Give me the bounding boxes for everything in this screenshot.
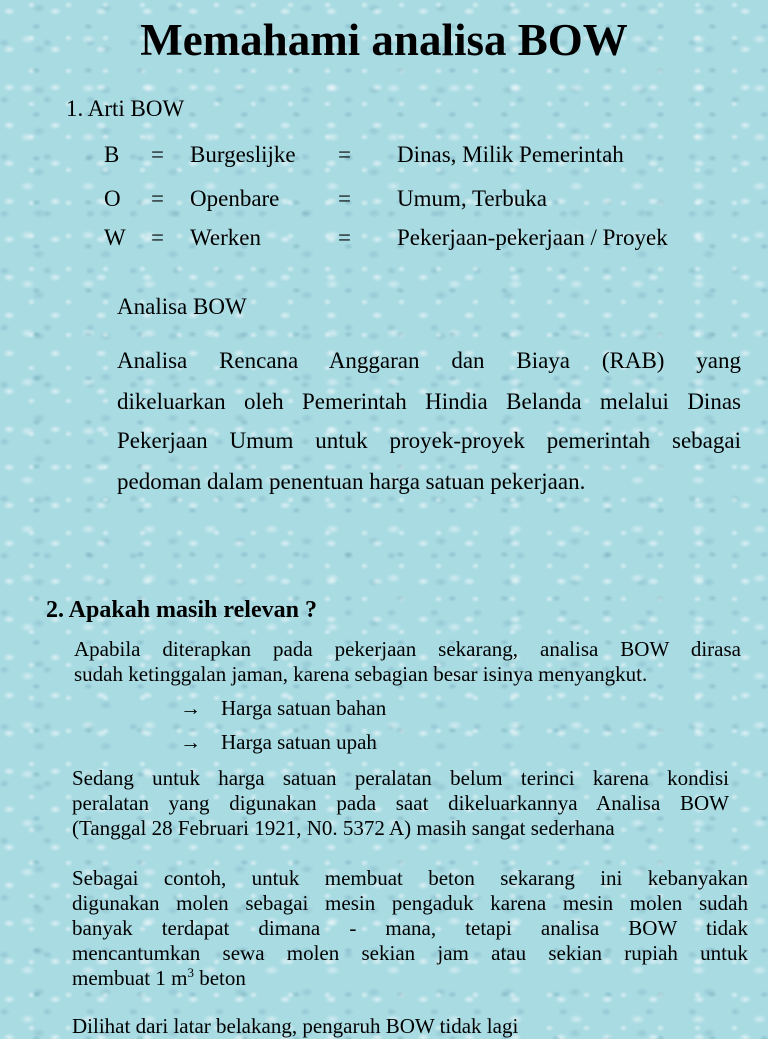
definition-letter: O <box>104 186 121 211</box>
analisa-subheading: Analisa BOW <box>117 294 247 319</box>
cutoff-paragraph: Dilihat dari latar belakang, pengaruh BOW tidak lagi <box>72 1014 519 1038</box>
paragraph-line: (Tanggal 28 Februari 1921, N0. 5372 A) masih sangat sederhana <box>72 816 615 840</box>
equals-sign: = <box>151 225 164 250</box>
definition-letter: W <box>104 225 126 250</box>
bullet-text: Harga satuan upah <box>221 730 377 754</box>
paragraph-line: Apabila diterapkan pada pekerjaan sekarang, analisa BOW dirasa <box>74 637 741 661</box>
definition-letter: B <box>104 142 120 167</box>
bullet-text: Harga satuan bahan <box>221 696 387 720</box>
paragraph-line: Analisa Rencana Anggaran dan Biaya (RAB) yang <box>117 348 741 373</box>
definition-meaning: Umum, Terbuka <box>397 186 547 211</box>
section1-heading: 1. Arti BOW <box>66 96 185 121</box>
definition-word: Burgeslijke <box>190 142 296 167</box>
paragraph-line: pedoman dalam penentuan harga satuan pekerjaan. <box>117 469 586 494</box>
paragraph-line: dikeluarkan oleh Pemerintah Hindia Belanda melalui Dinas <box>117 389 741 414</box>
paragraph-line: Sebagai contoh, untuk membuat beton sekarang ini kebanyakan <box>72 866 748 890</box>
line-text: beton <box>193 966 246 990</box>
paragraph-line: mencantumkan sewa molen sekian jam atau sekian rupiah untuk <box>72 941 748 965</box>
definition-meaning: Dinas, Milik Pemerintah <box>397 142 624 167</box>
paragraph-line: digunakan molen sebagai mesin pengaduk karena mesin molen sudah <box>72 891 748 915</box>
arrow-right-icon: → <box>180 730 201 754</box>
arrow-right-icon: → <box>180 696 201 720</box>
definition-meaning: Pekerjaan-pekerjaan / Proyek <box>397 225 668 250</box>
equals-sign: = <box>151 142 164 167</box>
paragraph-line <box>72 966 246 991</box>
equals-sign: = <box>151 186 164 211</box>
paragraph-line: Sedang untuk harga satuan peralatan belum terinci karena kondisi <box>72 766 729 790</box>
paragraph-line: banyak terdapat dimana - mana, tetapi analisa BOW tidak <box>72 916 748 940</box>
paragraph-line: Pekerjaan Umum untuk proyek-proyek pemerintah sebagai <box>117 428 741 453</box>
section2-heading: 2. Apakah masih relevan ? <box>46 597 317 623</box>
equals-sign: = <box>338 142 351 167</box>
line-text: membuat 1 m <box>72 966 188 990</box>
equals-sign: = <box>338 225 351 250</box>
paragraph-line: peralatan yang digunakan pada saat dikeluarkannya Analisa BOW <box>72 791 729 815</box>
definition-word: Openbare <box>190 186 280 211</box>
page-title: Memahami analisa BOW <box>140 15 628 65</box>
paragraph-line: sudah ketinggalan jaman, karena sebagian besar isinya menyangkut. <box>74 662 648 686</box>
definition-word: Werken <box>190 225 261 250</box>
equals-sign: = <box>338 186 351 211</box>
superscript: 3 <box>187 965 194 980</box>
